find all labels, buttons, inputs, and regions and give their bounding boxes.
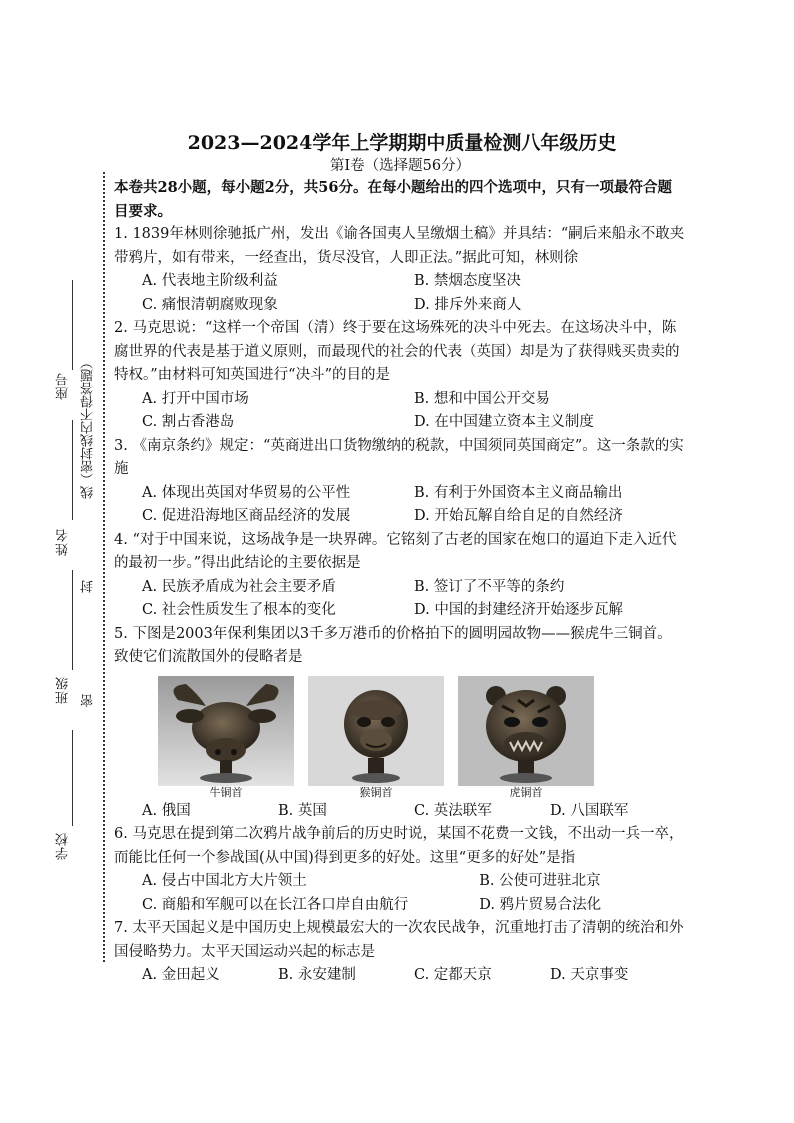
option-d[interactable]: D. 天京事变 (550, 967, 629, 983)
question-2: 2. 马克思说：“这样一个帝国（清）终于要在这场殊死的决斗中死去。在这场决斗中，陈腐世界的代表是基于道义原则，而最现代的社会的代表（英国）却是为了获得贱买贵卖的特权。”由材料可知英国进行“决斗”的目的是 (114, 320, 680, 383)
option-c[interactable]: C. 割占香港岛 (142, 414, 235, 430)
option-c[interactable]: C. 商船和军舰可以在长江各口岸自由航行 (142, 896, 409, 913)
question-1-options (114, 270, 686, 317)
school-label: 学校 (56, 832, 71, 860)
page-title: 2023—2024学年上学期期中质量检测八年级历史 (187, 132, 617, 154)
question-5: 5. 下图是2003年保利集团以3千多万港币的价格拍下的圆明园故物——猴虎牛三铜首。致使它们流散国外的侵略者是 (114, 625, 672, 665)
seat-field[interactable] (72, 280, 73, 370)
option-b[interactable]: B. 公使可进驻北京 (479, 873, 601, 889)
question-5-options (114, 800, 686, 824)
ox-head-image (158, 676, 294, 786)
option-a[interactable]: A. 民族矛盾成为社会主要矛盾 (142, 578, 336, 595)
option-c[interactable]: C. 社会性质发生了根本的变化 (142, 602, 336, 618)
seat-label: 座号 (56, 372, 71, 400)
seal-feng: 封 (81, 580, 96, 593)
figure-ox-head (158, 676, 294, 800)
monkey-head-image (308, 676, 444, 786)
school-field[interactable] (72, 730, 73, 826)
option-a[interactable]: A. 金田起义 (142, 967, 220, 983)
class-field[interactable] (72, 570, 73, 670)
option-b[interactable]: B. 签订了不平等的条约 (414, 578, 565, 595)
section-instructions: 本卷共28小题，每小题2分，共56分。在每小题给出的四个选项中，只有一项最符合题目要求。 (114, 179, 672, 220)
section-subtitle: 第Ⅰ卷（选择题56分） (329, 158, 471, 174)
option-d[interactable]: D. 鸦片贸易合法化 (479, 896, 602, 913)
option-a[interactable]: A. 打开中国市场 (142, 390, 249, 407)
seal-dotted-line (103, 172, 105, 962)
option-d[interactable]: D. 开始瓦解自给自足的自然经济 (414, 508, 623, 524)
seal-line-note: 线（密封线内不得答题） (81, 356, 96, 499)
caption-ox-head: 牛铜首 (209, 785, 243, 799)
name-label: 姓名 (56, 528, 71, 556)
option-a[interactable]: A. 代表地主阶级利益 (142, 273, 278, 289)
option-d[interactable]: D. 在中国建立资本主义制度 (414, 414, 594, 430)
option-b[interactable]: B. 英国 (278, 802, 327, 819)
option-b[interactable]: B. 想和中国公开交易 (414, 390, 550, 407)
figure-monkey-head (308, 676, 444, 800)
option-d[interactable]: D. 排斥外来商人 (414, 296, 522, 313)
option-b[interactable]: B. 永安建制 (278, 967, 356, 983)
caption-tiger-head: 虎铜首 (509, 785, 543, 799)
question-7: 7. 太平天国起义是中国历史上规模最宏大的一次农民战争，沉重地打击了清朝的统治和外国侵略势力。太平天国运动兴起的标志是 (114, 920, 684, 960)
option-c[interactable]: C. 促进沿海地区商品经济的发展 (142, 508, 351, 524)
question-2-options (114, 388, 686, 435)
option-b[interactable]: B. 有利于外国资本主义商品输出 (414, 484, 623, 501)
caption-monkey-head: 猴铜首 (359, 785, 393, 799)
question-4-options (114, 576, 686, 623)
option-a[interactable]: A. 体现出英国对华贸易的公平性 (142, 484, 351, 501)
seal-mi: 密 (81, 694, 96, 707)
exam-content (114, 130, 686, 988)
option-c[interactable]: C. 英法联军 (414, 802, 492, 819)
question-3-options (114, 482, 686, 529)
tiger-head-image (458, 676, 594, 786)
bronze-heads-figures (114, 676, 686, 800)
question-6: 6. 马克思在提到第二次鸦片战争前后的历史时说，某国不花费一文钱，不出动一兵一卒，而能比任何一个参战国(从中国)得到更多的好处。这里“更多的好处”是指 (114, 826, 684, 866)
figure-tiger-head (458, 676, 594, 800)
name-field[interactable] (72, 420, 73, 520)
question-1: 1. 1839年林则徐驰抵广州，发出《谕各国夷人呈缴烟土稿》并具结：“嗣后来船永不敢夹带鸦片，如有带来，一经查出，货尽没官，人即正法。”据此可知，林则徐 (114, 226, 685, 266)
question-6-options (114, 870, 686, 917)
option-b[interactable]: B. 禁烟态度坚决 (414, 273, 521, 289)
option-d[interactable]: D. 中国的封建经济开始逐步瓦解 (414, 602, 623, 618)
option-a[interactable]: A. 俄国 (142, 802, 191, 819)
option-c[interactable]: C. 定都天京 (414, 967, 492, 983)
question-7-options (114, 964, 686, 988)
class-label: 班级 (56, 676, 71, 704)
question-4: 4. “对于中国来说，这场战争是一块界碑。它铭刻了古老的国家在炮口的逼迫下走入近代的最初一步。”得出此结论的主要依据是 (114, 531, 677, 571)
question-3: 3. 《南京条约》规定：“英商进出口货物缴纳的税款，中国须同英国商定”。这一条款的实施 (114, 437, 684, 477)
option-a[interactable]: A. 侵占中国北方大片领土 (142, 873, 307, 889)
option-d[interactable]: D. 八国联军 (550, 802, 629, 819)
option-c[interactable]: C. 痛恨清朝腐败现象 (142, 296, 278, 313)
